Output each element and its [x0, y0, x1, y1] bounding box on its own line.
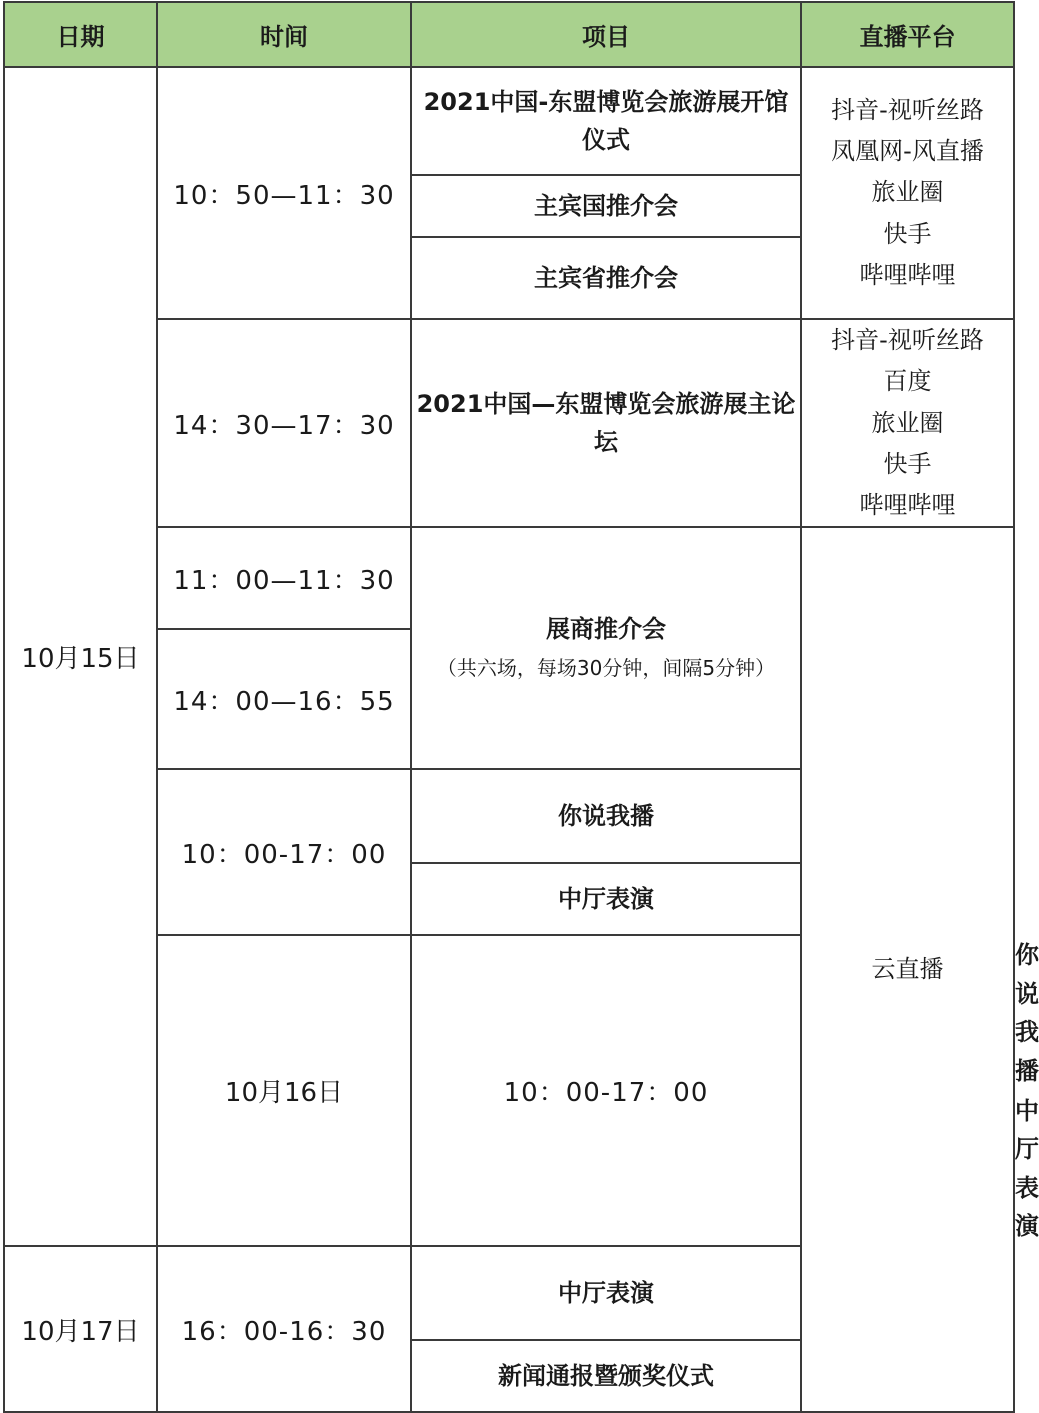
item-news-award-ceremony: 新闻通报暨颁奖仪式	[411, 1340, 801, 1412]
platform-list-1	[801, 67, 1014, 319]
item-opening-ceremony: 2021中国-东盟博览会旅游展开馆仪式	[411, 67, 801, 175]
header-time: 时间	[157, 2, 411, 67]
item-you-say-we-broadcast: 你说我播	[411, 769, 801, 863]
platform-item: 抖音-视听丝路	[831, 95, 984, 124]
platform-list-2	[801, 319, 1014, 527]
time-cell: 10：00-17：00	[411, 935, 801, 1246]
time-cell: 14：00—16：55	[157, 629, 411, 769]
table-row: 中厅表演	[1015, 1096, 1039, 1241]
platform-item: 旅业圈	[871, 178, 944, 207]
item-exhibitor-title: 展商推介会	[546, 615, 666, 644]
platform-item: 哔哩哔哩	[859, 491, 956, 520]
item-hall-performance: 中厅表演	[411, 863, 801, 935]
date-cell-oct16: 10月16日	[157, 935, 411, 1246]
time-cell: 10：00-17：00	[157, 769, 411, 935]
date-cell-oct15: 10月15日	[4, 67, 157, 1246]
time-cell: 11：00—11：30	[157, 527, 411, 629]
date-cell-oct17: 10月17日	[4, 1246, 157, 1412]
header-date: 日期	[4, 2, 157, 67]
item-host-province: 主宾省推介会	[411, 237, 801, 319]
item-host-country: 主宾国推介会	[411, 175, 801, 237]
platform-item: 百度	[883, 367, 932, 396]
time-cell: 16：00-16：30	[157, 1246, 411, 1412]
header-platform: 直播平台	[801, 2, 1014, 67]
platform-item: 快手	[883, 219, 932, 248]
time-cell: 14：30—17：30	[157, 319, 411, 527]
platform-item: 旅业圈	[871, 408, 944, 437]
table-row	[4, 67, 1014, 175]
item-main-forum: 2021中国—东盟博览会旅游展主论坛	[411, 319, 801, 527]
platform-item: 哔哩哔哩	[859, 260, 956, 289]
platform-item: 快手	[883, 449, 932, 478]
table-row: 10月16日 10：00-17：00 你说我播	[4, 935, 1014, 1091]
platform-cloud: 云直播	[801, 527, 1014, 1412]
live-broadcast-schedule-table	[3, 1, 1039, 1413]
time-cell: 10：50—11：30	[157, 67, 411, 319]
platform-item: 抖音-视听丝路	[831, 326, 984, 354]
item-exhibitor-promotion	[411, 527, 801, 769]
item-exhibitor-note: （共六场，每场30分钟，间隔5分钟）	[436, 655, 776, 680]
header-row	[4, 2, 1014, 67]
item-hall-performance: 中厅表演	[411, 1246, 801, 1340]
platform-item: 凤凰网-风直播	[831, 137, 984, 166]
header-item: 项目	[411, 2, 801, 67]
